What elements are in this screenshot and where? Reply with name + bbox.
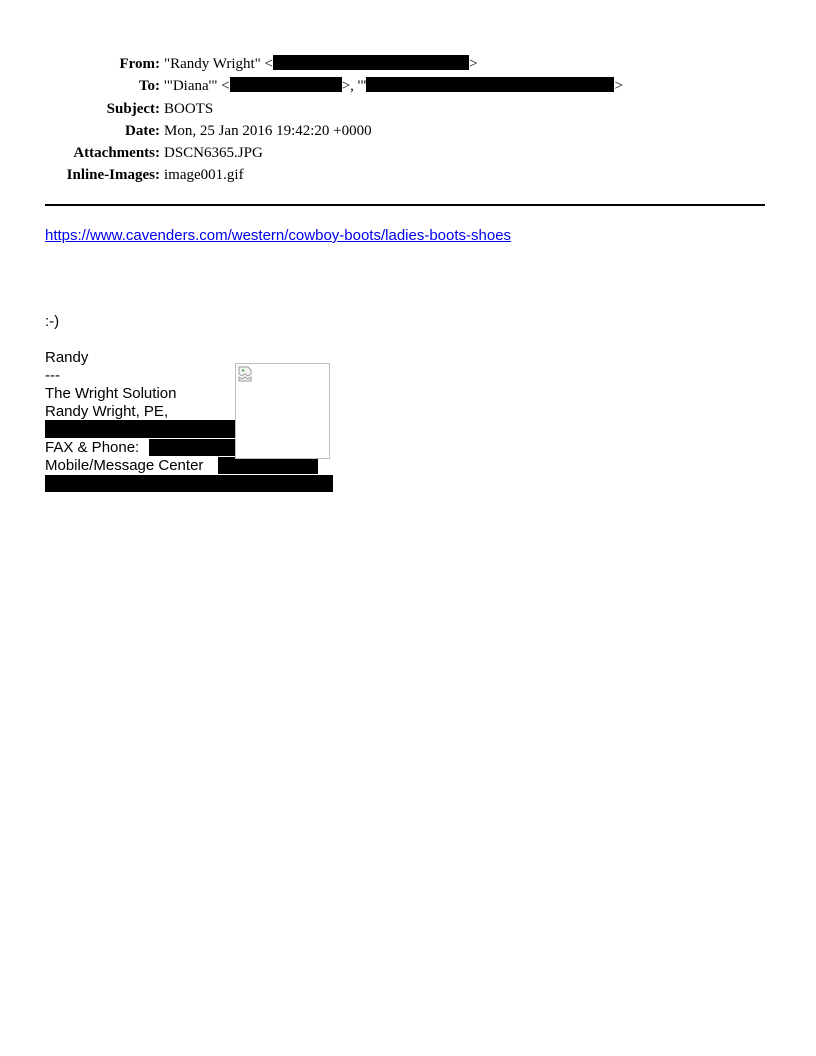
greeting-text: Randy — [45, 349, 89, 366]
smiley-text: :-) — [45, 313, 60, 330]
redaction-box — [45, 420, 239, 438]
from-row — [0, 53, 816, 75]
redaction-box — [230, 77, 342, 92]
inline-images-row — [0, 164, 816, 186]
subject-value: BOOTS — [164, 100, 214, 117]
date-row — [0, 120, 816, 142]
subject-label: Subject: — [106, 100, 160, 117]
redaction-box — [45, 475, 333, 492]
mobile-line: Mobile/Message Center — [45, 457, 204, 474]
to-row — [0, 75, 816, 97]
subject-row — [0, 98, 816, 120]
company-name: The Wright Solution — [45, 385, 177, 402]
redaction-box — [273, 55, 469, 70]
broken-image-icon — [238, 366, 252, 382]
to-value: '"Diana'" < >, '" > — [164, 78, 623, 95]
to-label: To: — [138, 78, 160, 95]
inline-images-value[interactable]: image001.gif — [164, 167, 244, 184]
from-label: From: — [119, 56, 160, 72]
date-label: Date: — [125, 122, 160, 139]
redaction-box — [149, 439, 249, 456]
boots-link[interactable]: https://www.cavenders.com/western/cowboy-boots/ladies-boots-shoes — [45, 227, 512, 244]
email-header — [0, 53, 816, 187]
from-value: "Randy Wright" < > — [164, 56, 478, 72]
attachments-value[interactable]: DSCN6365.JPG — [164, 145, 263, 162]
signature-image — [235, 363, 330, 459]
link-line — [45, 227, 511, 245]
fax-phone-line: FAX & Phone: — [45, 439, 140, 456]
signature-name: Randy Wright, PE, — [45, 403, 169, 420]
attachments-label: Attachments: — [73, 145, 160, 162]
date-value: Mon, 25 Jan 2016 19:42:20 +0000 — [164, 122, 372, 139]
header-divider — [45, 204, 765, 206]
signature-separator: --- — [45, 367, 60, 384]
redaction-box — [218, 457, 318, 474]
attachments-row — [0, 142, 816, 164]
redaction-box — [366, 77, 614, 92]
inline-images-label: Inline-Images: — [66, 167, 160, 184]
